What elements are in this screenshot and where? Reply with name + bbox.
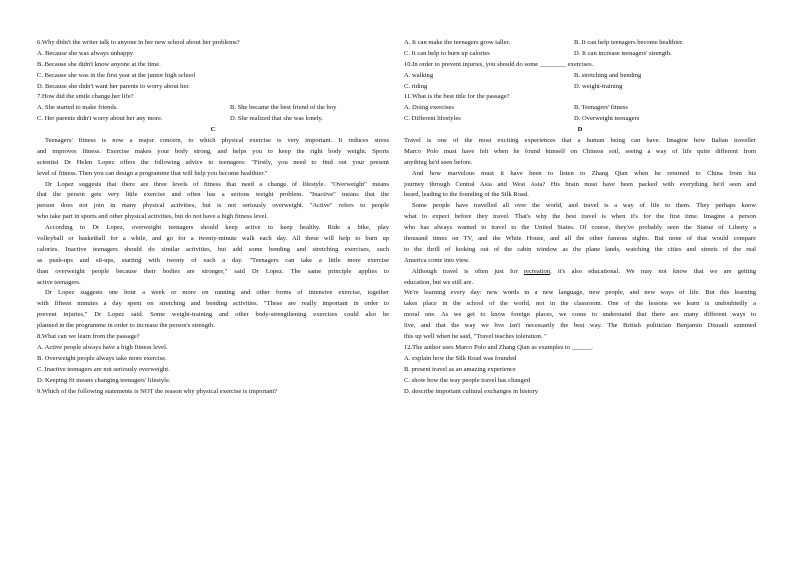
section-heading-c: C [210,126,216,134]
question-10-option-b: B. stretching and bending [574,71,642,79]
passage-c-line: and improves fitness. Exercise makes your body strong, and helps you to keep the right body weight. Sports [37,147,389,155]
recreation-lead-text: Although travel is often just for [412,267,524,275]
passage-d-line: thousand times on TV, and the White House, and all the other famous sights. But none of that would compare [404,235,756,243]
passage-d-line-recreation [404,267,756,278]
passage-c-line: level of fitness. Then you can design a programme that will help you become healthier." [37,169,268,177]
passage-d-line: journey through Central Asia and West Asia? His brain must have been packed with everything he'd seen and [404,180,756,188]
question-6-option-c: C. Because she was in the first year at the junior high school [37,71,196,79]
left-column [37,38,389,397]
right-column [404,38,756,397]
question-11-option-d: D. Overweight teenagers [574,115,640,123]
question-9: 9.Which of the following statements is NOT the reason why physical exercise is important? [37,387,278,395]
passage-c-line: who take part in sports and other physical activities, but do not have a high fitness level. [37,213,268,221]
passage-c-line: scientist Dr Helen Lopez offers the following advice to teenagers: "Firstly, you need to find out your present [37,158,389,166]
question-11-option-a: A. Doing exercises [404,104,454,112]
question-7: 7.How did the smile change her life? [37,93,134,101]
question-8-option-c: C. Inactive teenagers are not seriously overweight. [37,365,170,373]
underlined-word-recreation: recreation [523,267,551,275]
question-10-option-a: A. walking [404,71,434,79]
question-8-option-b: B. Overweight people always take more exercise. [37,354,167,362]
passage-d-line: Marco Polo must have felt when he found himself on Chinese soil, seeing a way of life quite different from [404,147,756,155]
question-11-options-row-2 [404,114,756,125]
question-7-option-c: C. Her parents didn't worry about her any more. [37,115,163,123]
question-10: 10.In order to prevent injuries, you should do some ________ exercises. [404,60,594,68]
passage-d-line: America come into view. [404,256,470,264]
question-9-option-b: B. It can help teenagers become healthier. [574,39,684,46]
passage-c-line: planned in the programme in order to increase the person's strength. [37,322,215,330]
passage-c-line: Teenagers' fitness is now a major concern, to which physical exercise is very important. It reduces stress [45,137,389,145]
question-6: 6.Why didn't the writer talk to anyone in her new school about her problems? [37,39,240,46]
question-11-options-row-1 [404,103,756,114]
question-12: 12.The author uses Marco Polo and Zhang Qian as examples to ______. [404,343,593,351]
passage-c-line: active teenagers. [37,278,81,286]
passage-d-line: who has always wanted to travel to the United States. Of course, they've probably seen the Statue of Liberty a [404,224,756,232]
question-12-option-c: C. show how the way people travel has changed [404,376,530,384]
question-11-option-c: C. Different lifestyles [404,115,461,123]
question-9-options-row-2 [404,49,756,60]
passage-d-line: Travel is one of the most exciting experiences that a human being can have. Imagine how Italian traveller [404,137,756,145]
question-12-option-d: D. describe important cultural exchanges in history [404,387,538,395]
passage-c-line: volleyball or basketball for a while, and go for a twenty-minute walk each day. All these will help to burn up [37,235,389,243]
question-9-options-row-1 [404,38,756,49]
passage-c-line: with fifteen minutes a day spent on stretching and bending activities. "These are really important in order to [37,300,389,308]
passage-c-line: Dr Lopez suggests that there are three levels of fitness that need a change of lifestyle. "Overweight" means [45,180,389,188]
question-12-option-b: B. present travel as an amazing experience [404,365,516,373]
passage-d-line: And how marvelous must it have been to listen to Zhang Qian when he returned to China from his [412,169,756,177]
question-10-option-d: D. weight-training [574,82,623,90]
section-heading-d: D [577,126,583,134]
passage-c-line: as push-ups and sit-ups, starting with twenty of each a day. "Teenagers can take a little more exercise [37,256,389,264]
passage-c-line: person does not join in many physical activities, but is not seriously overweight. "Active" refers to people [37,202,389,210]
recreation-tail-text: , it's also educational. We may not know that we are getting [550,267,756,275]
question-7-options-row-2 [37,114,389,125]
passage-d-line: moral one. As we get to know foreign places, we come to understand that there are many different ways to [404,311,756,319]
passage-d-line: to the thrill of looking out of the cabin window as the plane lands, watching the cities and streets of the real [404,245,756,253]
question-7-options-row-1 [37,103,389,114]
question-8: 8.What can we learn from the passage? [37,333,140,341]
question-6-option-d: D. Because she didn't want her parents to worry about her. [37,82,190,90]
passage-d-line: We're learning every day: new words in a new language, new people, and new ways of life. But this learning [404,289,756,297]
question-6-option-b: B. Because she didn't know anyone at the time. [37,60,161,68]
question-7-option-d: D. She realized that she was lonely. [230,115,324,123]
passage-c-line: According to Dr Lopez, overweight teenagers should keep active to keep healthy. Ride a bike, play [45,224,389,232]
question-7-option-a: A. She started to make friends. [37,104,118,112]
question-10-options-row-1 [404,71,756,82]
question-9-option-c: C. It can help to burn up calories [404,49,490,57]
passage-d-line: Some people have travelled all over the world, and travel is a way of life to them. They perhaps know [412,202,756,210]
question-6-option-a: A. Because she was always unhappy [37,49,133,57]
passage-c-line: prevent injuries," Dr Lopez said. Some weight-training and other body-strengthening exercises could also be [37,311,389,319]
passage-d-line: anything he'd seen before. [404,158,473,166]
passage-c-line: Dr Lopez suggests one hour a week or more on running and other forms of intensive exercise, together [45,289,389,297]
question-11-option-b: B. Teenagers' fitness [574,104,628,112]
passage-d-line: what to expect before they travel. That's why the best travel is when it's for the first time. Imagine a person [404,213,756,221]
passage-d-line: heard, leading to the founding of the Silk Road. [404,191,529,199]
question-8-option-a: A. Active people always have a high fitness level. [37,343,168,351]
question-11: 11.What is the best title for the passage? [404,93,510,101]
passage-d-line: education, but we still are. [404,278,474,286]
question-8-option-d: D. Keeping fit means changing teenagers' lifestyle. [37,376,171,384]
question-10-options-row-2 [404,82,756,93]
question-10-option-c: C. riding [404,82,428,90]
passage-c-line: than overweight people because their bodies are stronger," said Dr Lopez. The same principle applies to [37,267,389,275]
question-9-option-d: D. It can increase teenagers' strength. [574,49,672,57]
passage-d-line: takes place in the school of the world, not in the classroom. One of the lessons we learn is undoubtedly a [404,300,756,308]
question-9-option-a: A. It can make the teenagers grow taller. [404,39,510,46]
passage-d-line: live, and that the way we live isn't necessarily the best way. The British politician Benjamin Disraeli summed [404,322,756,330]
passage-d-line: this up well when he said, "Travel teaches toleration. " [404,333,547,341]
question-12-option-a: A. explain how the Silk Road was founded [404,354,517,362]
passage-c-line: that the person gets very little exercise and often has a serious weight problem. "Inactive" means that the [37,191,389,199]
passage-c-line: calories. Inactive teenagers should do similar activities, but add some bending and stretching exercises, such [37,245,389,253]
question-7-option-b: B. She became the best friend of the boy [230,104,337,112]
